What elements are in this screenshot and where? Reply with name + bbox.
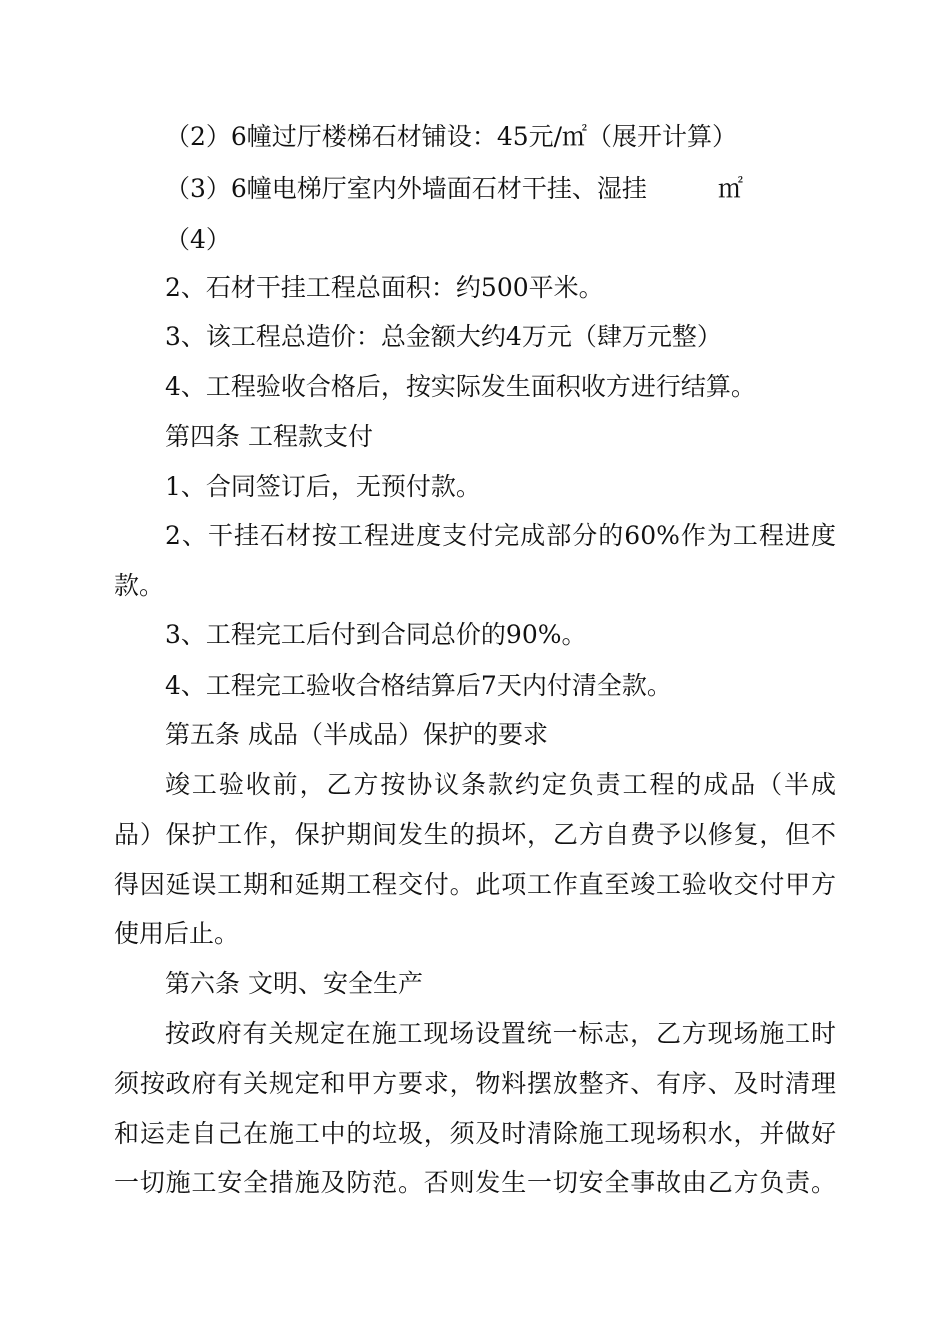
text-line: 1、合同签订后，无预付款。	[165, 472, 481, 501]
text-line: 4、工程验收合格后，按实际发生面积收方进行结算。	[165, 372, 756, 401]
text-line: （2）6幢过厅楼梯石材铺设：45元/㎡（展开计算）	[165, 122, 738, 151]
text-line: 一切施工安全措施及防范。否则发生一切安全事故由乙方负责。	[114, 1168, 836, 1197]
text-line: 和运走自己在施工中的垃圾，须及时清除施工现场积水，并做好	[114, 1119, 836, 1148]
section-heading: 第四条 工程款支付	[165, 422, 373, 451]
text-line: 款。	[114, 571, 165, 600]
text-line: 按政府有关规定在施工现场设置统一标志，乙方现场施工时	[165, 1019, 836, 1048]
text-line: （4）	[165, 225, 231, 254]
text-line: 品）保护工作，保护期间发生的损坏，乙方自费予以修复，但不	[114, 820, 836, 849]
unit-label: ㎡	[718, 174, 744, 203]
text-line: 得因延误工期和延期工程交付。此项工作直至竣工验收交付甲方	[114, 870, 836, 899]
text-line: 3、工程完工后付到合同总价的90%。	[165, 620, 587, 649]
text-line: 竣工验收前，乙方按协议条款约定负责工程的成品（半成	[165, 770, 836, 799]
text-line: （3）6幢电梯厅室内外墙面石材干挂、湿挂	[165, 174, 647, 203]
text-line: 使用后止。	[114, 919, 240, 948]
section-heading: 第五条 成品（半成品）保护的要求	[165, 720, 548, 749]
section-heading: 第六条 文明、安全生产	[165, 969, 423, 998]
text-line: 须按政府有关规定和甲方要求，物料摆放整齐、有序、及时清理	[114, 1069, 836, 1098]
text-line: 2、干挂石材按工程进度支付完成部分的60%作为工程进度	[165, 521, 836, 550]
text-line: 3、该工程总造价：总金额大约4万元（肆万元整）	[165, 322, 722, 351]
text-line: 2、石材干挂工程总面积：约500平米。	[165, 273, 604, 302]
text-line: 4、工程完工验收合格结算后7天内付清全款。	[165, 671, 672, 700]
